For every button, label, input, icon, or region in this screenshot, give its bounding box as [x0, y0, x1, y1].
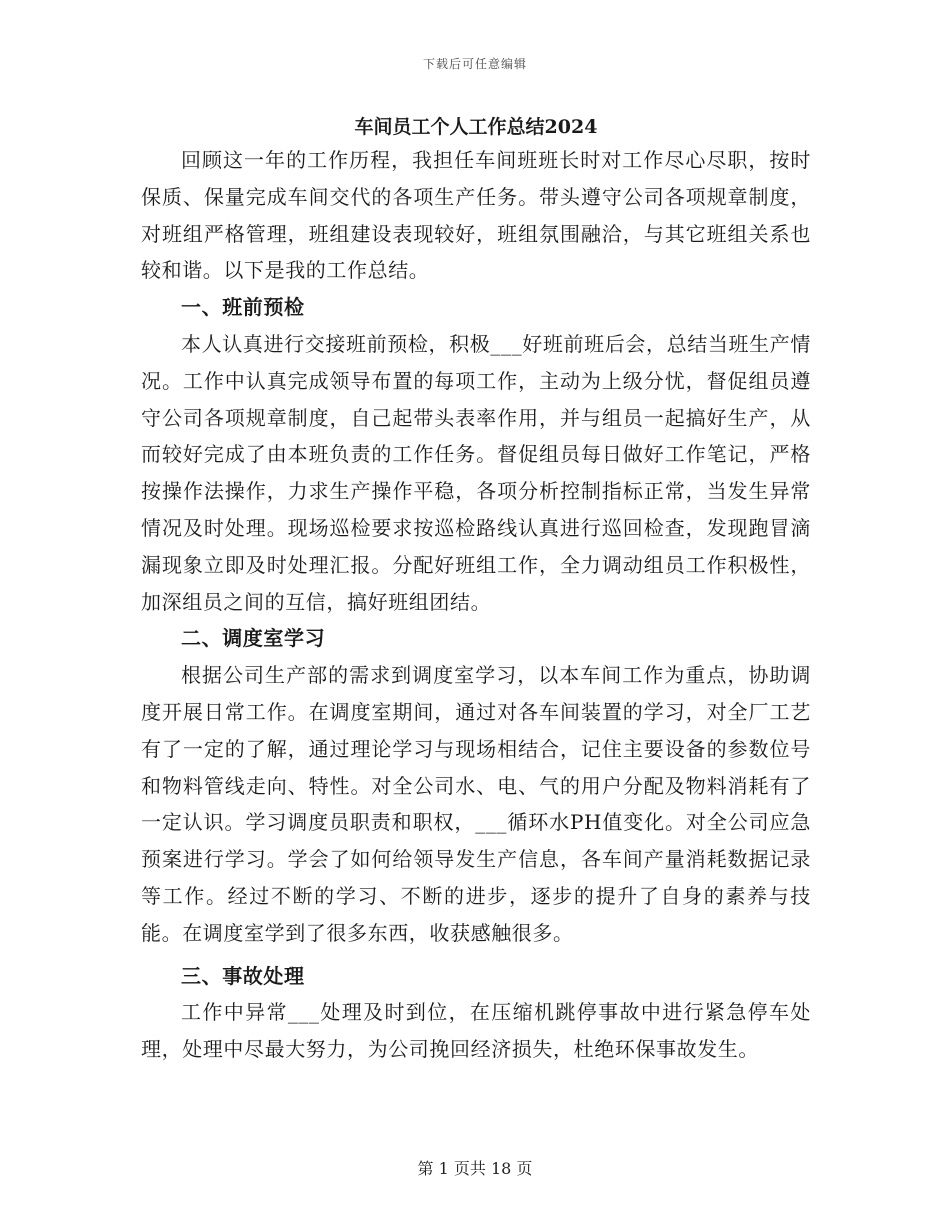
page-number: 第 1 页共 18 页 [417, 1159, 533, 1178]
section-body-dispatch-study: 根据公司生产部的需求到调度室学习，以本车间工作为重点，协助调度开展日常工作。在调度室期间，通过对各车间装置的学习，对全厂工艺有了一定的了解，通过理论学习与现场相结合，记住主要设备的参数位号和物料管线走向、特性。对全公司水、电、气的用户分配及物料消耗有了一定认识。学习调度员职责和职权，___循环水PH值变化。对全公司应急预案进行学习。学会了如何给领导发生产信息，各车间产量消耗数据记录等工作。经过不断的学习、不断的进步，逐步的提升了自身的素养与技能。在调度室学到了很多东西，收获感触很多。 [141, 663, 811, 945]
document-title: 车间员工个人工作总结2024 [354, 116, 598, 138]
document-page [141, 112, 811, 1068]
section-body-pre-shift-check: 本人认真进行交接班前预检，积极___好班前班后会，总结当班生产情况。工作中认真完成领导布置的每项工作，主动为上级分忧，督促组员遵守公司各项规章制度，自己起带头表率作用，并与组员一起搞好生产，从而较好完成了由本班负责的工作任务。督促组员每日做好工作笔记，严格按操作法操作，力求生产操作平稳，各项分析控制指标正常，当发生异常情况及时处理。现场巡检要求按巡检路线认真进行巡回检查，发现跑冒滴漏现象立即及时处理汇报。分配好班组工作，全力调动组员工作积极性，加深组员之间的互信，搞好班组团结。 [141, 331, 811, 614]
section-heading-incident-handling: 三、事故处理 [181, 963, 305, 988]
intro-paragraph: 回顾这一年的工作历程，我担任车间班班长时对工作尽心尽职，按时保质、保量完成车间交代的各项生产任务。带头遵守公司各项规章制度，对班组严格管理，班组建设表现较好，班组氛围融洽，与其它班组关系也较和谐。以下是我的工作总结。 [141, 148, 811, 283]
section-body-incident-handling: 工作中异常___处理及时到位，在压缩机跳停事故中进行紧急停车处理，处理中尽最大努力，为公司挽回经济损失，杜绝环保事故发生。 [141, 1000, 811, 1062]
section-heading-pre-shift-check: 一、班前预检 [181, 295, 305, 320]
header-note: 下载后可任意编辑 [422, 57, 527, 71]
section-heading-dispatch-study: 二、调度室学习 [181, 626, 326, 651]
